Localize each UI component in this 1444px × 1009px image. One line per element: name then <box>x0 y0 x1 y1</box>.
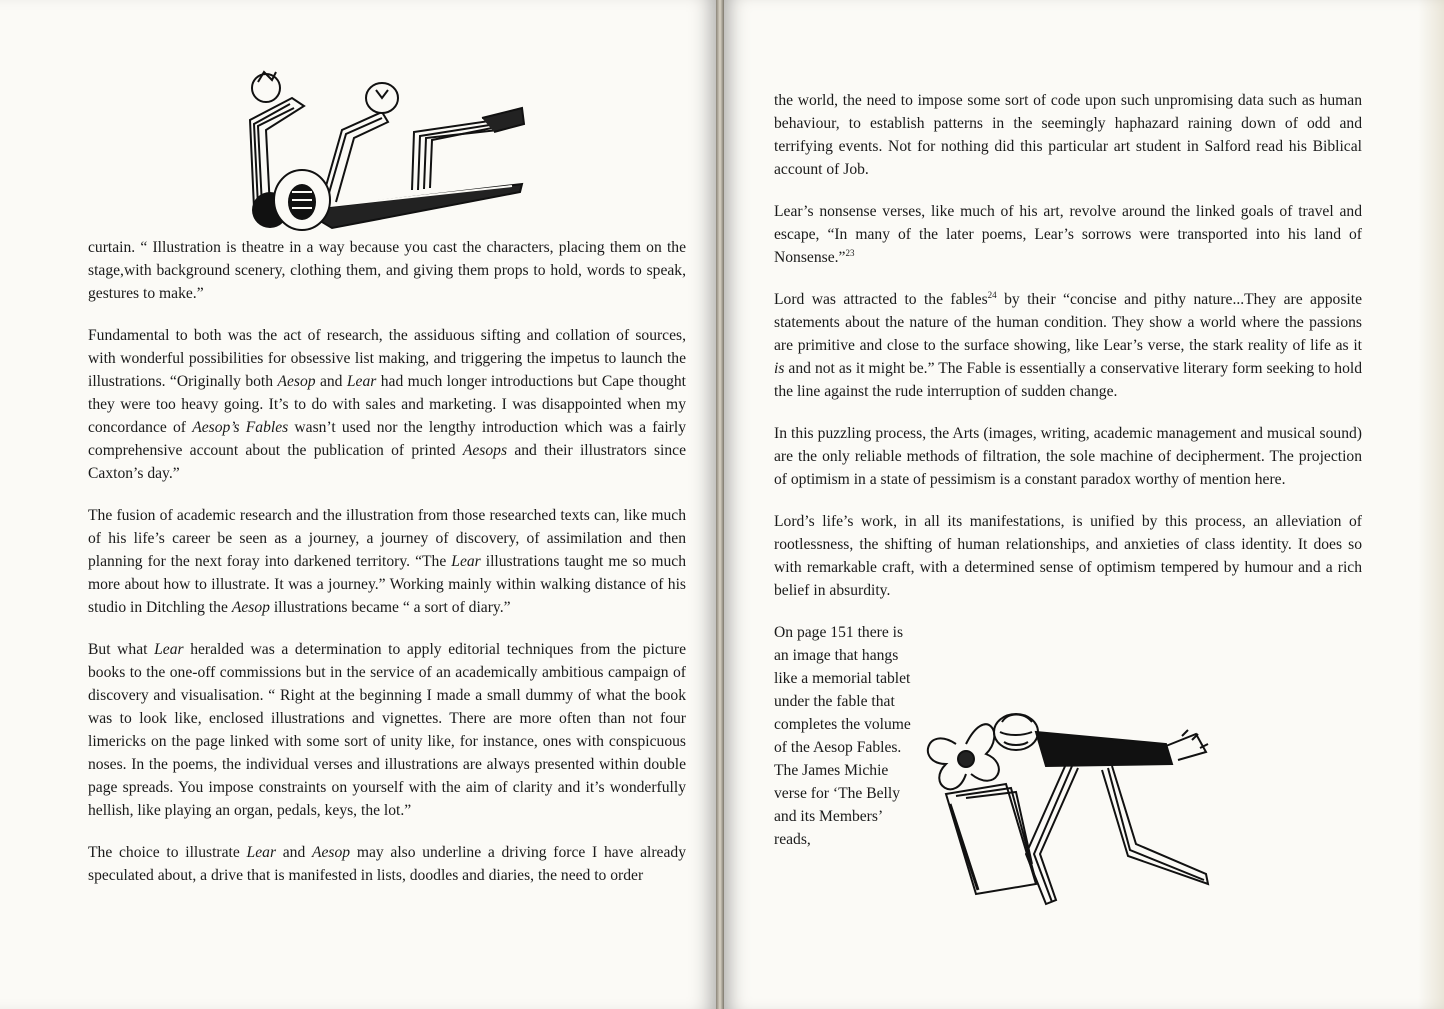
left-page <box>0 0 716 1009</box>
book-gutter <box>716 0 724 1009</box>
paragraph: Lord’s life’s work, in all its manifestations, is unified by this process, an alleviation of rootlessness, the shifting of human relationships, and anxieties of class identity. It does so with remarkable craft, with a determined sense of optimism tempered by humour and a rich belief in absurdity. <box>774 513 1362 599</box>
paragraph: The fusion of academic research and the illustration from those researched texts can, like much of his life’s career be seen as a journey, a journey of discovery, of assimilation and then planning for the next foray into darkened territory. “The Lear illustrations taught me so much more about how to illustrate. It was a journey.” Working mainly within walking distance of his studio in Ditchling the Aesop illustrations became “ a sort of diary.” <box>88 507 686 616</box>
paragraph: the world, the need to impose some sort of code upon such unpromising data such as human behaviour, to establish patterns in the seemingly haphazard raining down of odd and terrifying events. Not for nothing did this particular art student in Salford read his Biblical account of Job. <box>774 92 1362 178</box>
sprawling-figure-illustration <box>232 60 532 232</box>
footnote-marker: 24 <box>987 289 997 300</box>
paragraph: Lear’s nonsense verses, like much of his art, revolve around the linked goals of travel and escape, “In many of the later poems, Lear’s sorrows were transported into his land of Nonsense.”$^{23}$ <box>774 203 1362 266</box>
running-figure-illustration <box>916 704 1216 910</box>
paragraph: On page 151 there is an image that hangs like a memorial tablet under the fable that completes the volume of the Aesop Fables. The James Michie verse for ‘The Belly and its Members’ reads, <box>774 624 911 848</box>
paragraph: The choice to illustrate Lear and Aesop may also underline a driving force I have already speculated about, a drive that is manifested in lists, doodles and diaries, the need to order <box>88 844 686 884</box>
left-text-column <box>88 236 686 906</box>
footnote-marker: 23 <box>845 247 855 258</box>
paragraph: Fundamental to both was the act of research, the assiduous sifting and collation of sources, with wonderful possibilities for obsessive list making, and triggering the impetus to launch the illustrations. “Originally both Aesop and Lear had much longer introductions but Cape thought they were too heavy going. It’s to do with sales and marketing. I was disappointed when my concordance of Aesop’s Fables wasn’t used nor the lengthy introduction which was a fairly comprehensive account about the publication of printed Aesops and their illustrators since Caxton’s day.” <box>88 327 687 482</box>
paragraph: curtain. “ Illustration is theatre in a way because you cast the characters, placing them on the stage,with background scenery, clothing them, and giving them props to hold, words to speak, gestures to make.” <box>88 239 686 302</box>
paragraph: Lord was attracted to the fables$^{24}$ by their “concise and pithy nature...They are apposite statements about the nature of the human condition. They show a world where the passions are primitive and close to the surface showing, like Lear’s verse, the stark reality of life as it is and not as it might be.” The Fable is essentially a conservative literary form seeking to hold the line against the rude interruption of sudden change. <box>774 289 1363 400</box>
right-page <box>724 0 1444 1009</box>
paragraph: But what Lear heralded was a determination to apply editorial techniques from the picture books to the one-off commissions but in the service of an academically ambitious campaign of discovery and visualisation. “ Right at the beginning I made a small dummy of what the book was to look like, enclosed illustrations and vignettes. There are more often than not four limericks on the page linked with some sort of unity like, for instance, ones with conspicuous noses. In the poems, the individual verses and illustrations are always presented within double page spreads. You impose constraints on yourself with the aim of clarity and it’s wonderfully hellish, like playing an organ, pedals, keys, the lot.” <box>88 641 687 819</box>
paragraph: In this puzzling process, the Arts (images, writing, academic management and musical sound) are the only reliable methods of filtration, the sole machine of decipherment. The projection of optimism in a state of pessimism is a constant paradox worthy of mention here. <box>774 425 1362 488</box>
